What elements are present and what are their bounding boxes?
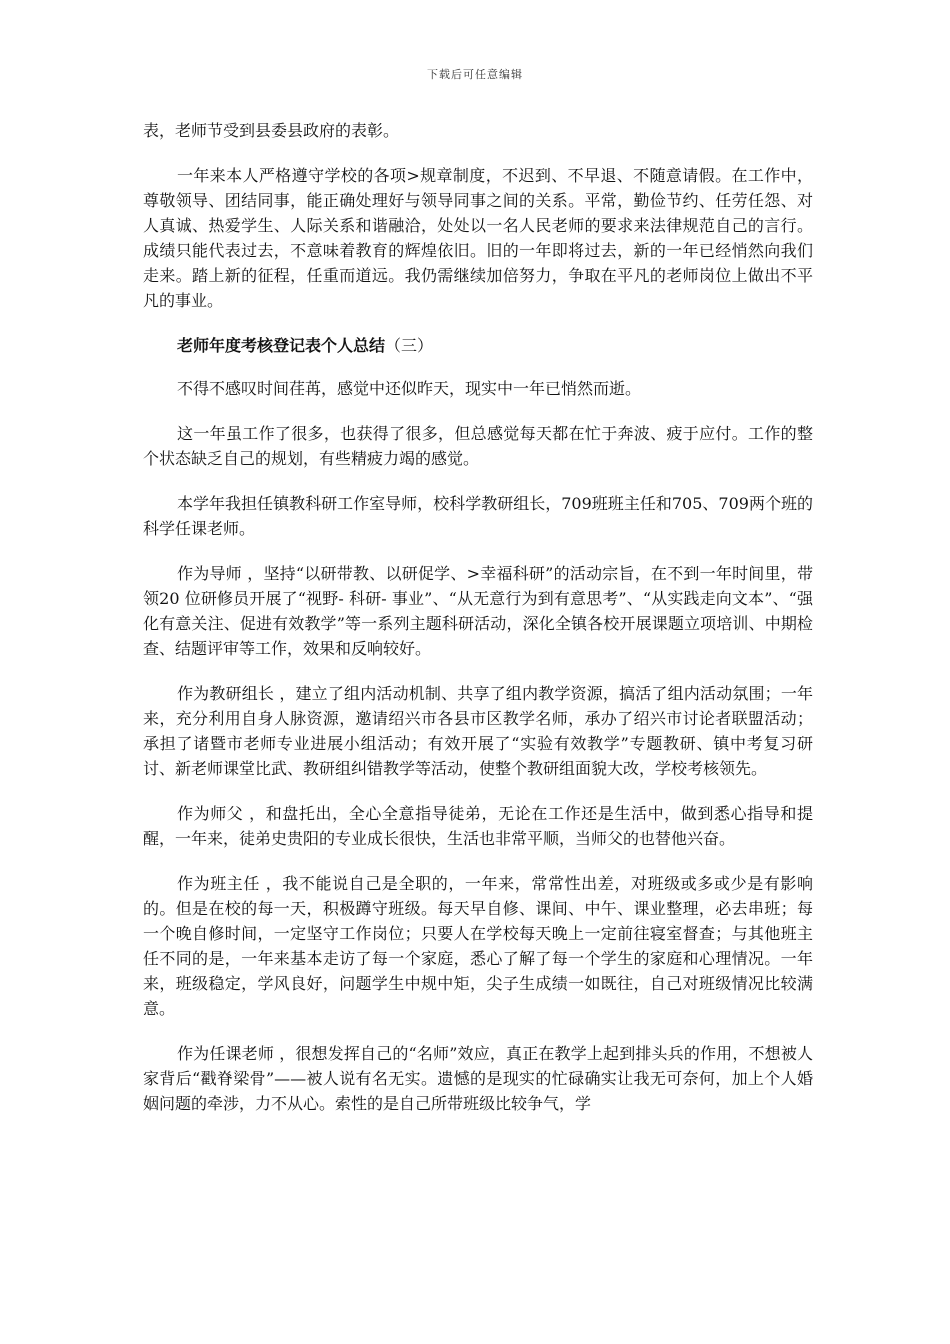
paragraph-master: 作为师父 ，和盘托出，全心全意指导徒弟，无论在工作还是生活中，做到悉心指导和提醒，一年来，徒弟史贵阳的专业成长很快，生活也非常平顺，当师父的也替他兴奋。 xyxy=(143,804,813,848)
paragraph-roles: 本学年我担任镇教科研工作室导师，校科学教研组长，709班班主任和705、709两个班的科学任课老师。 xyxy=(143,494,813,538)
paragraph-team-leader: 作为教研组长 ，建立了组内活动机制、共享了组内教学资源，搞活了组内活动氛围；一年来，充分利用自身人脉资源，邀请绍兴市各县市区教学名师，承办了绍兴市讨论者联盟活动；承担了诸暨市老师专业进展小组活动；有效开展了“实验有效教学”专题教研、镇中考复习研讨、新老师课堂比武、教研组纠错教学等活动，使整个教研组面貌大改，学校考核领先。 xyxy=(143,684,813,778)
section-heading xyxy=(143,333,813,358)
paragraph-mentor: 作为导师 ，坚持“以研带教、以研促学、>幸福科研”的活动宗旨，在不到一年时间里，带领20 位研修员开展了“视野- 科研- 事业”、“从无意行为到有意思考”、“从实践走向文本”、“强化有意关注、促进有效教学”等一系列主题科研活动，深化全镇各校开展课题立项培训、中期检查、结题评审等工作，效果和反响较好。 xyxy=(143,564,813,658)
paragraph-rules: 一年来本人严格遵守学校的各项>规章制度，不迟到、不早退、不随意请假。在工作中，尊敬领导、团结同事，能正确处理好与领导同事之间的关系。平常，勤俭节约、任劳任怨、对人真诚、热爱学生、人际关系和谐融洽，处处以一名人民老师的要求来法律规范自己的言行。成绩只能代表过去，不意味着教育的辉煌依旧。旧的一年即将过去，新的一年已经悄然向我们走来。踏上新的征程，任重而道远。我仍需继续加倍努力，争取在平凡的老师岗位上做出不平凡的事业。 xyxy=(143,166,813,310)
paragraph-intro: 不得不感叹时间荏苒，感觉中还似昨天，现实中一年已悄然而逝。 xyxy=(177,379,642,398)
page-header-note: 下载后可任意编辑 xyxy=(427,68,523,81)
paragraph-reflection: 这一年虽工作了很多，也获得了很多，但总感觉每天都在忙于奔波、疲于应付。工作的整个状态缺乏自己的规划，有些精疲力竭的感觉。 xyxy=(143,424,813,468)
document-body xyxy=(143,118,813,1136)
paragraph-subject-teacher: 作为任课老师 ，很想发挥自己的“名师”效应，真正在教学上起到排头兵的作用，不想被人家背后“戳脊梁骨”——被人说有名无实。遗憾的是现实的忙碌确实让我无可奈何，加上个人婚姻问题的牵涉，力不从心。索性的是自己所带班级比较争气，学 xyxy=(143,1044,813,1113)
section-heading-title: 老师年度考核登记表个人总结 xyxy=(177,336,386,355)
paragraph-continued: 表，老师节受到县委县政府的表彰。 xyxy=(143,121,400,140)
paragraph-class-teacher: 作为班主任 ，我不能说自己是全职的，一年来，常常性出差，对班级或多或少是有影响的。但是在校的每一天，积极蹲守班级。每天早自修、课间、中午、课业整理，必去串班；每一个晚自修时间，一定坚守工作岗位；只要人在学校每天晚上一定前往寝室督查；与其他班主任不同的是，一年来基本走访了每一个家庭，悉心了解了每一个学生的家庭和心理情况。一年来，班级稳定，学风良好，问题学生中规中矩，尖子生成绩一如既往，自己对班级情况比较满意。 xyxy=(143,874,813,1018)
section-heading-number: （三） xyxy=(385,336,434,355)
